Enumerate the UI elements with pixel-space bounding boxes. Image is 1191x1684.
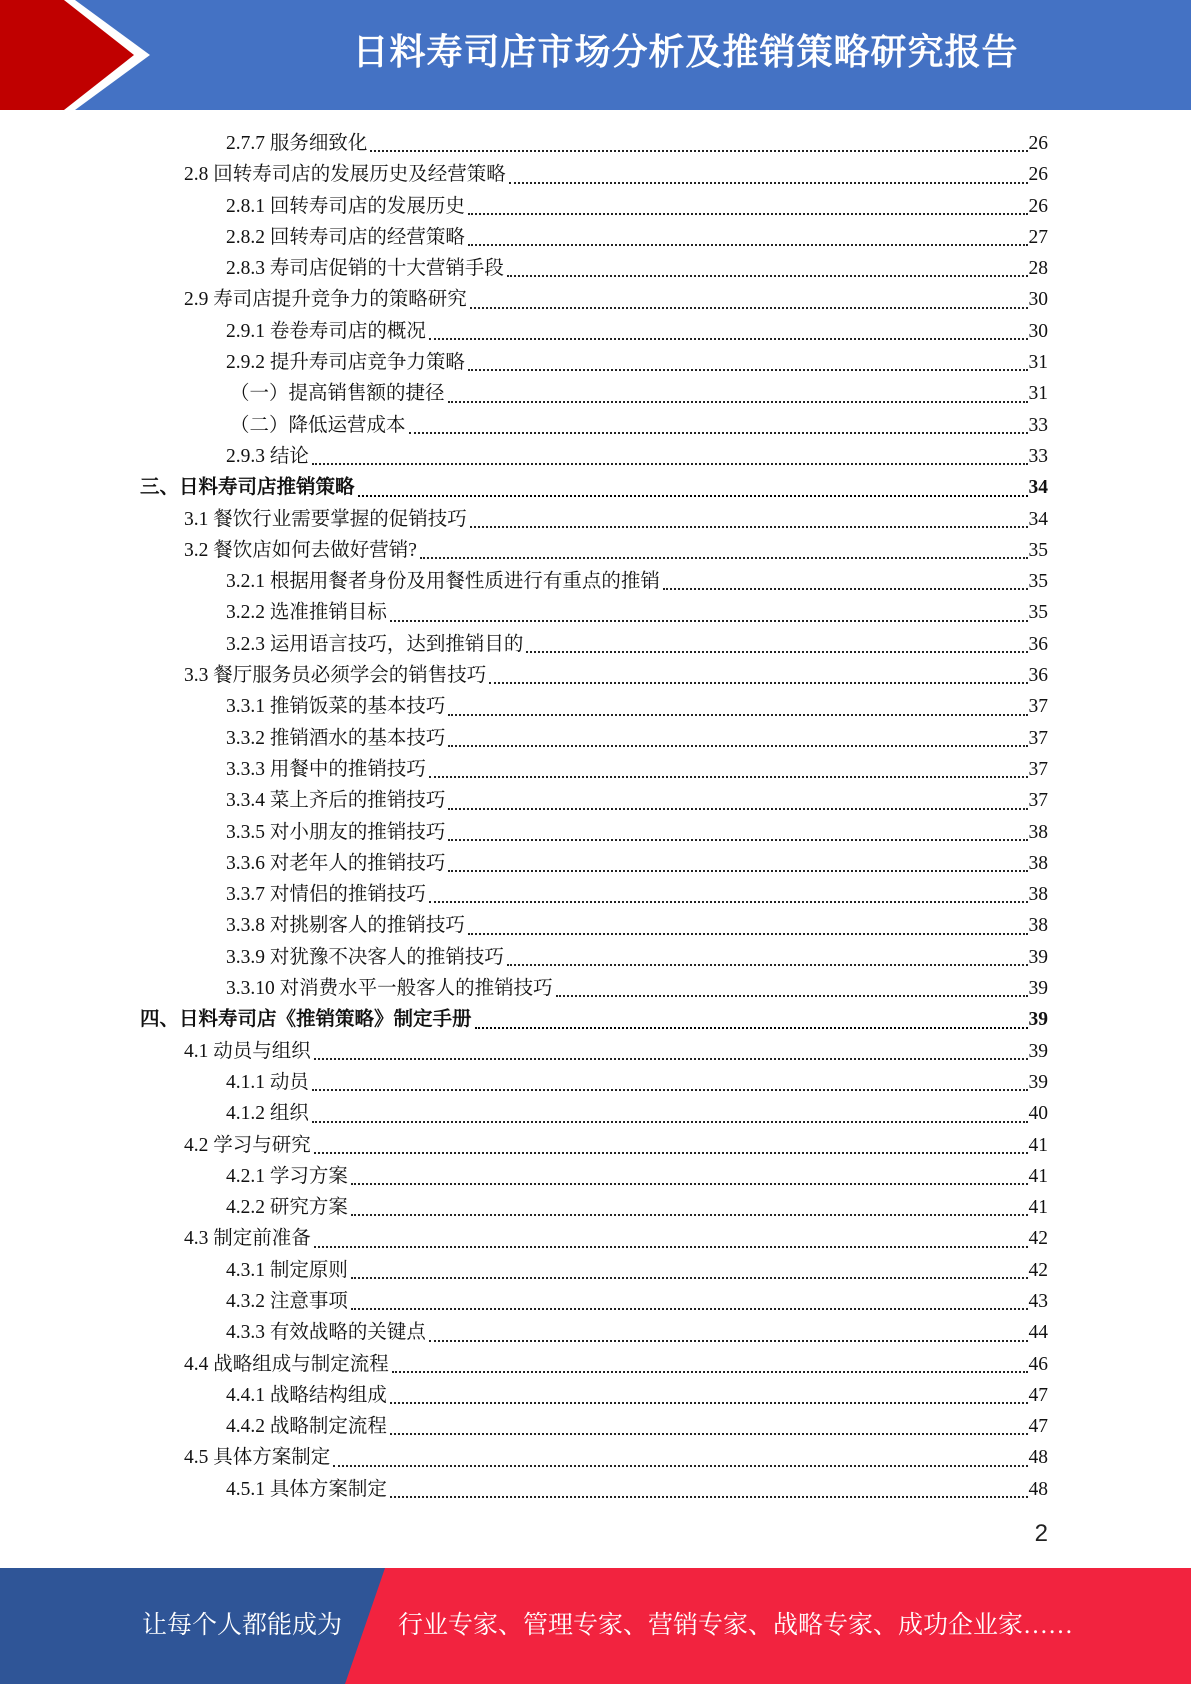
toc-entry[interactable] [140, 973, 1048, 1004]
toc-entry-title: 3.1 餐饮行业需要掌握的促销技巧 [184, 508, 467, 530]
toc-entry[interactable] [140, 222, 1048, 253]
toc-entry-page: 30 [1028, 289, 1048, 311]
toc-entry[interactable] [140, 253, 1048, 284]
toc-dot-leader [429, 1340, 1028, 1342]
toc-dot-leader [429, 338, 1028, 340]
toc-entry[interactable] [140, 879, 1048, 910]
toc-dot-leader [429, 901, 1028, 903]
toc-entry-title: 三、日料寿司店推销策略 [140, 477, 355, 499]
toc-entry-title: 2.9 寿司店提升竞争力的策略研究 [184, 289, 467, 311]
toc-entry-title: 2.7.7 服务细致化 [226, 133, 368, 154]
toc-entry-page: 28 [1028, 258, 1048, 280]
toc-entry-page: 37 [1028, 696, 1048, 718]
toc-entry[interactable] [140, 316, 1048, 347]
page-number: 2 [1034, 1520, 1048, 1547]
toc-entry-page: 46 [1028, 1353, 1048, 1375]
toc-entry[interactable] [140, 1161, 1048, 1192]
toc-entry-page: 37 [1028, 727, 1048, 749]
toc-dot-leader [468, 244, 1028, 246]
toc-entry-title: 2.9.2 提升寿司店竞争力策略 [226, 352, 465, 374]
page-footer [0, 1568, 1191, 1684]
toc-entry[interactable] [140, 535, 1048, 566]
toc-entry-page: 31 [1028, 352, 1048, 374]
toc-entry-title: 3.3.8 对挑剔客人的推销技巧 [226, 915, 465, 937]
toc-entry-page: 35 [1028, 539, 1048, 561]
toc-entry[interactable] [140, 441, 1048, 472]
footer-slogan-right: 行业专家、管理专家、营销专家、战略专家、成功企业家…… [398, 1612, 1074, 1639]
toc-entry-title: 4.1.2 组织 [226, 1103, 309, 1125]
toc-entry-title: 4.4.1 战略结构组成 [226, 1384, 387, 1406]
toc-entry-title: 4.5 具体方案制定 [184, 1447, 331, 1469]
toc-dot-leader [470, 307, 1028, 309]
chevron-arrow-icon [0, 0, 150, 110]
toc-entry[interactable] [140, 942, 1048, 973]
toc-entry-title: 4.5.1 具体方案制定 [226, 1478, 387, 1500]
toc-entry[interactable] [140, 910, 1048, 941]
toc-entry[interactable] [140, 597, 1048, 628]
toc-entry[interactable] [140, 347, 1048, 378]
toc-entry-page: 26 [1028, 133, 1048, 154]
toc-entry-title: 3.3 餐厅服务员必须学会的销售技巧 [184, 665, 487, 687]
toc-dot-leader [448, 745, 1027, 747]
toc-entry-page: 44 [1028, 1322, 1048, 1344]
toc-entry-title: 4.3 制定前准备 [184, 1228, 311, 1250]
toc-entry-title: 4.1.1 动员 [226, 1071, 309, 1093]
toc-entry-title: 3.3.1 推销饭菜的基本技巧 [226, 696, 446, 718]
toc-entry[interactable] [140, 691, 1048, 722]
toc-entry[interactable] [140, 284, 1048, 315]
toc-entry-page: 38 [1028, 821, 1048, 843]
toc-dot-leader [448, 401, 1028, 403]
toc-dot-leader [509, 182, 1028, 184]
toc-entry-title: 3.3.5 对小朋友的推销技巧 [226, 821, 446, 843]
toc-entry-page: 34 [1028, 508, 1048, 530]
toc-entry-title: 3.2 餐饮店如何去做好营销? [184, 539, 417, 561]
toc-entry-page: 39 [1028, 946, 1048, 968]
toc-entry[interactable] [140, 817, 1048, 848]
toc-entry-page: 38 [1028, 915, 1048, 937]
toc-dot-leader [448, 870, 1027, 872]
toc-dot-leader [312, 1089, 1028, 1091]
toc-entry-page: 47 [1028, 1384, 1048, 1406]
toc-entry[interactable] [140, 378, 1048, 409]
footer-slogan-left: 让每个人都能成为 [142, 1612, 343, 1639]
toc-entry-page: 35 [1028, 571, 1048, 593]
toc-dot-leader [351, 1214, 1028, 1216]
toc-dot-leader [526, 651, 1027, 653]
toc-entry[interactable] [140, 754, 1048, 785]
toc-entry-title: 4.3.1 制定原则 [226, 1259, 348, 1281]
toc-entry-title: 2.8.2 回转寿司店的经营策略 [226, 226, 465, 248]
toc-entry-title: 3.3.4 菜上齐后的推销技巧 [226, 790, 446, 812]
toc-dot-leader [489, 682, 1027, 684]
toc-entry-title: 3.3.2 推销酒水的基本技巧 [226, 727, 446, 749]
toc-dot-leader [448, 839, 1027, 841]
toc-dot-leader [392, 1371, 1028, 1373]
toc-dot-leader [370, 150, 1027, 152]
toc-entry-page: 36 [1028, 665, 1048, 687]
toc-entry-title: 3.3.7 对情侣的推销技巧 [226, 884, 426, 906]
toc-entry-page: 31 [1028, 383, 1048, 405]
toc-entry-page: 37 [1028, 790, 1048, 812]
toc-entry-page: 41 [1028, 1197, 1048, 1219]
toc-entry-page: 38 [1028, 884, 1048, 906]
toc-entry[interactable] [140, 159, 1048, 190]
toc-entry[interactable] [140, 723, 1048, 754]
toc-entry[interactable] [140, 1380, 1048, 1411]
toc-dot-leader [312, 463, 1028, 465]
toc-entry[interactable] [140, 660, 1048, 691]
toc-entry[interactable] [140, 1317, 1048, 1348]
toc-entry-title: 2.9.3 结论 [226, 445, 309, 467]
toc-dot-leader [390, 1496, 1028, 1498]
toc-dot-leader [351, 1277, 1028, 1279]
document-title: 日料寿司店市场分析及推销策略研究报告 [352, 32, 1019, 73]
toc-entry-title: 3.3.3 用餐中的推销技巧 [226, 758, 426, 780]
toc-entry-page: 30 [1028, 320, 1048, 342]
toc-entry[interactable] [140, 1223, 1048, 1254]
toc-entry-page: 36 [1028, 633, 1048, 655]
toc-entry-title: 4.2.2 研究方案 [226, 1197, 348, 1219]
toc-dot-leader [448, 714, 1027, 716]
toc-entry[interactable] [140, 785, 1048, 816]
toc-entry-page: 26 [1028, 195, 1048, 217]
toc-entry-page: 41 [1028, 1165, 1048, 1187]
toc-entry-page: 42 [1028, 1228, 1048, 1250]
toc-entry[interactable] [140, 191, 1048, 222]
toc-dot-leader [663, 588, 1028, 590]
toc-dot-leader [351, 1308, 1028, 1310]
toc-entry[interactable] [140, 566, 1048, 597]
toc-entry-page: 47 [1028, 1416, 1048, 1438]
toc-entry[interactable] [140, 410, 1048, 441]
toc-entry-page: 41 [1028, 1134, 1048, 1156]
toc-entry-title: 4.3.2 注意事项 [226, 1290, 348, 1312]
toc-dot-leader [468, 213, 1028, 215]
toc-entry-title: 3.3.9 对犹豫不决客人的推销技巧 [226, 946, 504, 968]
toc-entry[interactable] [140, 504, 1048, 535]
toc-entry-title: 2.8.3 寿司店促销的十大营销手段 [226, 258, 504, 280]
toc-entry-page: 27 [1028, 226, 1048, 248]
toc-entry-title: 3.3.6 对老年人的推销技巧 [226, 852, 446, 874]
toc-entry-title: （一）提高销售额的捷径 [230, 383, 445, 405]
toc-dot-leader [470, 526, 1028, 528]
toc-entry[interactable] [140, 1349, 1048, 1380]
toc-entry-title: 3.3.10 对消费水平一般客人的推销技巧 [226, 978, 553, 1000]
toc-entry[interactable] [140, 1067, 1048, 1098]
toc-dot-leader [314, 1152, 1028, 1154]
toc-entry[interactable] [140, 1004, 1048, 1035]
toc-entry[interactable] [140, 1098, 1048, 1129]
toc-entry-page: 39 [1028, 1009, 1048, 1031]
toc-dot-leader [429, 776, 1028, 778]
toc-dot-leader [475, 1027, 1028, 1029]
toc-dot-leader [358, 495, 1028, 497]
toc-entry-page: 34 [1028, 477, 1048, 499]
toc-dot-leader [420, 557, 1028, 559]
toc-dot-leader [468, 369, 1028, 371]
toc-entry[interactable] [140, 128, 1048, 159]
toc-dot-leader [314, 1058, 1028, 1060]
toc-entry-page: 39 [1028, 1071, 1048, 1093]
toc-dot-leader [390, 1433, 1028, 1435]
toc-entry-page: 43 [1028, 1290, 1048, 1312]
toc-entry[interactable] [140, 1411, 1048, 1442]
toc-dot-leader [556, 995, 1028, 997]
toc-entry-page: 48 [1028, 1478, 1048, 1500]
toc-dot-leader [333, 1465, 1027, 1467]
toc-entry-title: 3.2.2 选准推销目标 [226, 602, 387, 624]
toc-entry-page: 39 [1028, 978, 1048, 1000]
toc-entry-title: 4.2.1 学习方案 [226, 1165, 348, 1187]
toc-dot-leader [390, 620, 1028, 622]
toc-entry-title: （二）降低运营成本 [230, 414, 406, 436]
toc-dot-leader [351, 1183, 1028, 1185]
toc-entry-title: 2.8.1 回转寿司店的发展历史 [226, 195, 465, 217]
toc-entry[interactable] [140, 472, 1048, 503]
toc-entry-page: 26 [1028, 164, 1048, 186]
table-of-contents [140, 128, 1048, 1505]
toc-entry-title: 3.2.1 根据用餐者身份及用餐性质进行有重点的推销 [226, 571, 660, 593]
toc-entry[interactable] [140, 1036, 1048, 1067]
toc-entry-title: 2.8 回转寿司店的发展历史及经营策略 [184, 164, 506, 186]
toc-entry-page: 37 [1028, 758, 1048, 780]
toc-entry-title: 4.3.3 有效战略的关键点 [226, 1322, 426, 1344]
toc-entry-page: 33 [1028, 445, 1048, 467]
toc-entry[interactable] [140, 1474, 1048, 1505]
toc-entry-page: 35 [1028, 602, 1048, 624]
toc-entry[interactable] [140, 848, 1048, 879]
toc-entry-page: 39 [1028, 1040, 1048, 1062]
toc-entry-title: 4.4.2 战略制定流程 [226, 1416, 387, 1438]
toc-entry-page: 48 [1028, 1447, 1048, 1469]
toc-entry[interactable] [140, 1130, 1048, 1161]
toc-dot-leader [507, 275, 1028, 277]
toc-dot-leader [448, 808, 1027, 810]
toc-entry-page: 38 [1028, 852, 1048, 874]
toc-dot-leader [312, 1121, 1028, 1123]
toc-entry[interactable] [140, 1192, 1048, 1223]
toc-entry-page: 33 [1028, 414, 1048, 436]
toc-entry[interactable] [140, 1255, 1048, 1286]
toc-dot-leader [390, 1402, 1028, 1404]
toc-entry[interactable] [140, 1286, 1048, 1317]
toc-entry-page: 40 [1028, 1103, 1048, 1125]
toc-dot-leader [314, 1246, 1028, 1248]
toc-entry-title: 4.4 战略组成与制定流程 [184, 1353, 389, 1375]
toc-entry-title: 3.2.3 运用语言技巧，达到推销目的 [226, 633, 524, 655]
toc-dot-leader [468, 933, 1028, 935]
toc-entry-title: 四、日料寿司店《推销策略》制定手册 [140, 1009, 472, 1031]
toc-entry-title: 4.1 动员与组织 [184, 1040, 311, 1062]
toc-entry-title: 4.2 学习与研究 [184, 1134, 311, 1156]
toc-entry[interactable] [140, 1442, 1048, 1473]
toc-dot-leader [507, 964, 1028, 966]
toc-entry-title: 2.9.1 卷卷寿司店的概况 [226, 320, 426, 342]
toc-dot-leader [409, 432, 1028, 434]
toc-entry[interactable] [140, 629, 1048, 660]
page-header [0, 0, 1191, 110]
toc-entry-page: 42 [1028, 1259, 1048, 1281]
